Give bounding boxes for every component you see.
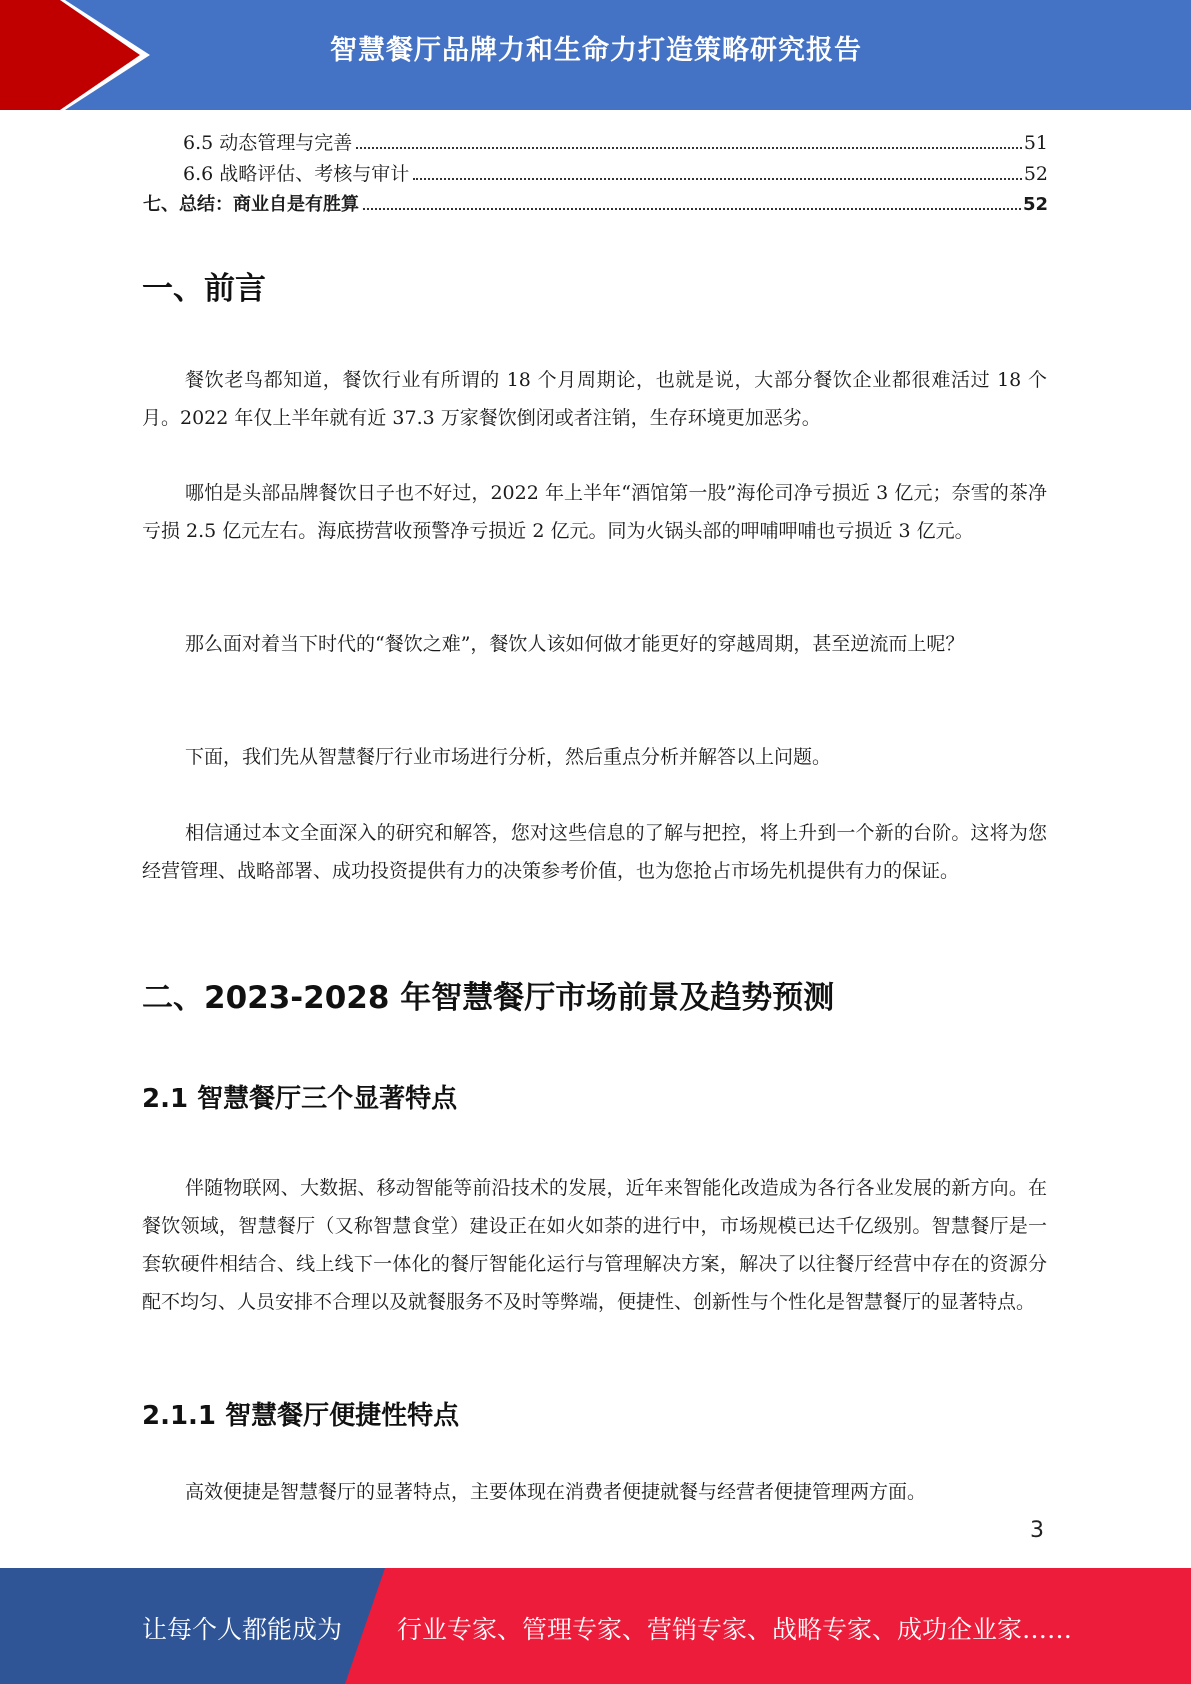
toc-entry[interactable]: [143, 159, 1048, 190]
footer-slogan-right: 行业专家、管理专家、营销专家、战略专家、成功企业家……: [397, 1615, 1073, 1644]
footer-slogan-left: 让每个人都能成为: [142, 1615, 343, 1644]
body-paragraph: 那么面对着当下时代的“餐饮之难”，餐饮人该如何做才能更好的穿越周期，甚至逆流而上呢？: [185, 633, 965, 655]
page-number: 3: [1030, 1518, 1044, 1543]
page-header: [0, 0, 1191, 110]
toc-dot-leader: [413, 178, 1022, 180]
body-paragraph: 哪怕是头部品牌餐饮日子也不好过，2022 年上半年“酒馆第一股”海伦司净亏损近 3 亿元；奈雪的茶净亏损 2.5 亿元左右。海底捞营收预警净亏损近 2 亿元。同为火锅头部的呷哺呷哺也亏损近 3 亿元。: [142, 482, 1047, 542]
body-paragraph: 相信通过本文全面深入的研究和解答，您对这些信息的了解与把控，将上升到一个新的台阶。这将为您经营管理、战略部署、成功投资提供有力的决策参考价值，也为您抢占市场先机提供有力的保证。: [142, 822, 1047, 882]
page-footer: [0, 1568, 1191, 1684]
toc-dot-leader: [356, 147, 1022, 149]
body-paragraph: 高效便捷是智慧餐厅的显著特点，主要体现在消费者便捷就餐与经营者便捷管理两方面。: [185, 1481, 927, 1503]
toc-entry[interactable]: [143, 128, 1048, 159]
body-paragraph: 餐饮老鸟都知道，餐饮行业有所谓的 18 个月周期论，也就是说，大部分餐饮企业都很难活过 18 个月。2022 年仅上半年就有近 37.3 万家餐饮倒闭或者注销，生存环境更加恶劣。: [142, 369, 1047, 429]
toc-entry-page: 52: [1023, 163, 1048, 185]
table-of-contents: [143, 128, 1048, 221]
header-title: 智慧餐厅品牌力和生命力打造策略研究报告: [330, 35, 862, 66]
subsection-heading-2-1-1: 2.1.1 智慧餐厅便捷性特点: [142, 1401, 460, 1431]
toc-entry-label: 七、总结：商业自是有胜算: [143, 194, 359, 215]
subsection-heading-2-1: 2.1 智慧餐厅三个显著特点: [142, 1084, 458, 1114]
section-heading-market-outlook: 二、2023-2028 年智慧餐厅市场前景及趋势预测: [142, 980, 835, 1016]
body-paragraph: 伴随物联网、大数据、移动智能等前沿技术的发展，近年来智能化改造成为各行各业发展的新方向。在餐饮领域，智慧餐厅（又称智慧食堂）建设正在如火如荼的进行中，市场规模已达千亿级别。智慧餐厅是一套软硬件相结合、线上线下一体化的餐厅智能化运行与管理解决方案，解决了以往餐厅经营中存在的资源分配不均匀、人员安排不合理以及就餐服务不及时等弊端，便捷性、创新性与个性化是智慧餐厅的显著特点。: [142, 1177, 1047, 1313]
toc-entry-page: 51: [1023, 132, 1048, 154]
body-paragraph: 下面，我们先从智慧餐厅行业市场进行分析，然后重点分析并解答以上问题。: [185, 746, 832, 768]
toc-dot-leader: [363, 208, 1021, 210]
toc-entry-label: 6.5 动态管理与完善: [183, 132, 353, 154]
header-arrow-decoration: [0, 0, 160, 110]
section-heading-preface: 一、前言: [142, 271, 266, 307]
toc-entry[interactable]: [143, 190, 1048, 221]
toc-entry-page: 52: [1022, 194, 1048, 215]
toc-entry-label: 6.6 战略评估、考核与审计: [183, 163, 410, 185]
